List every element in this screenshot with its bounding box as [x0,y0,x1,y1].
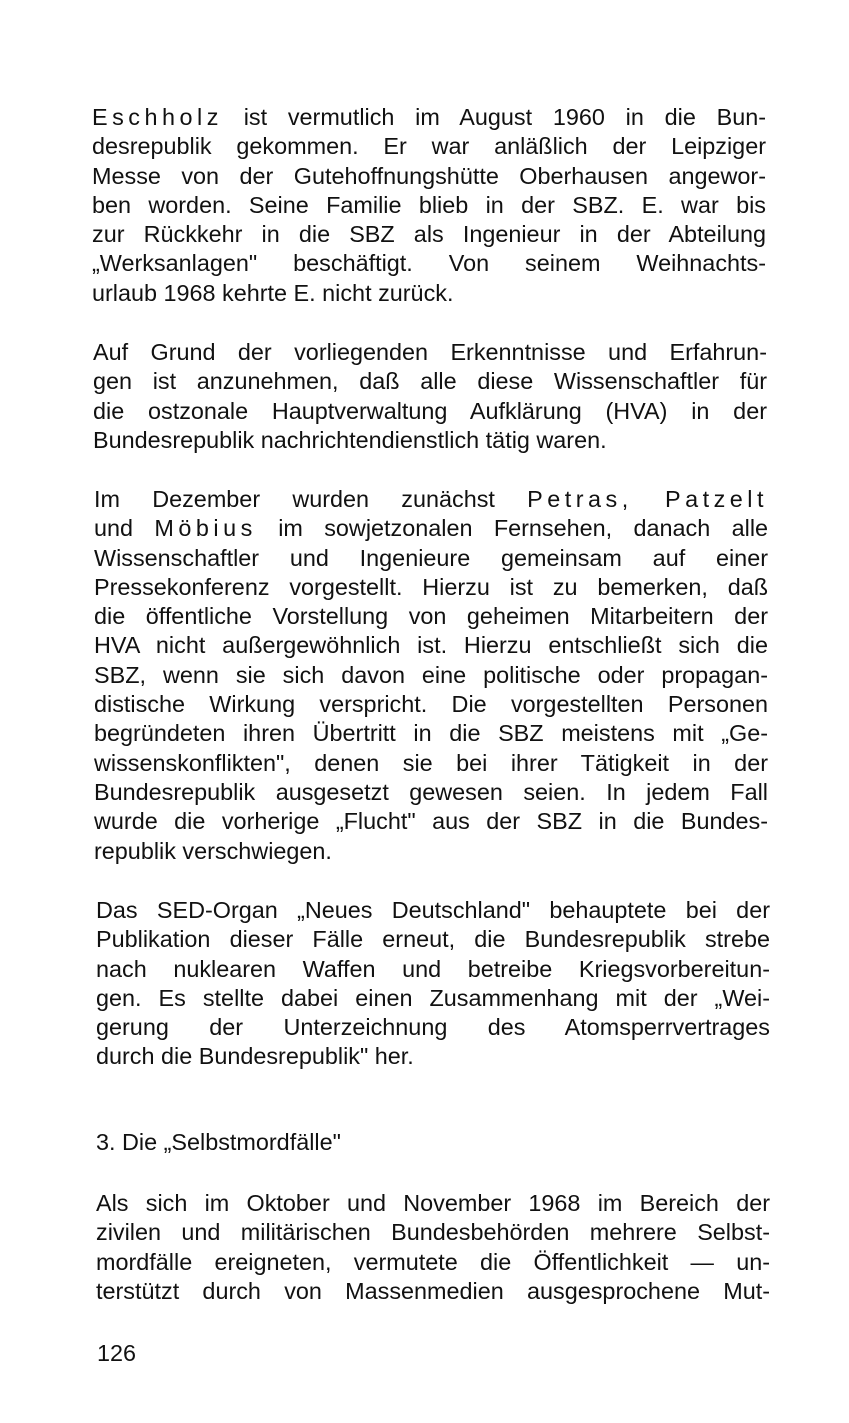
paragraph-selbstmordfaelle [96,1189,770,1306]
text-line: HVA nicht außergewöhnlich ist. Hierzu entschließt sich die [94,632,768,659]
text-line: die ostzonale Hauptverwaltung Aufklärung (HVA) in der [93,397,767,424]
text-line: Publikation dieser Fälle erneut, die Bundesrepublik strebe [96,926,770,953]
text-line: Bundesrepublik nachrichtendienstlich tätig waren. [93,426,607,453]
text-line: terstützt durch von Massenmedien ausgesprochene Mut- [96,1277,770,1304]
paragraph-neues-deutschland [96,896,770,1072]
text-line: Im Dezember wurden zunächst Petras, Patzelt [94,486,768,512]
text-line: gen ist anzunehmen, daß alle diese Wissenschaftler für [93,368,767,395]
text-line: gerung der Unterzeichnung des Atomsperrvertrages [96,1014,770,1041]
text-line: Eschholz ist vermutlich im August 1960 in die Bun- [92,104,767,130]
text-line: und Möbius im sowjetzonalen Fernsehen, danach alle [94,515,769,542]
text-line: ben worden. Seine Familie blieb in der SBZ. E. war bis [92,191,766,218]
text-line: wissenskonflikten", denen sie bei ihrer Tätigkeit in der [94,749,768,776]
text-line: zur Rückkehr in die SBZ als Ingenieur in der Abteilung [92,221,766,248]
text-line: Als sich im Oktober und November 1968 im Bereich der [96,1190,770,1216]
text-line: Pressekonferenz vorgestellt. Hierzu ist zu bemerken, daß [94,573,768,600]
text-line: nach nuklearen Waffen und betreibe Kriegsvorbereitun- [96,955,770,982]
spaced-name: Patzelt [664,486,768,512]
section-heading: 3. Die „Selbstmordfälle" [96,1129,341,1155]
spaced-name: Eschholz [92,104,223,130]
text-line: Wissenschaftler und Ingenieure gemeinsam auf einer [94,544,768,571]
text-line: distische Wirkung verspricht. Die vorgestellten Personen [94,691,768,718]
paragraph-hva [93,338,767,455]
text-line: Das SED-Organ „Neues Deutschland" behauptete bei der [96,897,770,923]
text-line: Bundesrepublik ausgesetzt gewesen seien. In jedem Fall [94,778,768,805]
text-line: mordfälle ereigneten, vermutete die Öffentlichkeit — un- [96,1248,770,1275]
text-line: durch die Bundesrepublik" her. [96,1043,414,1070]
paragraph-eschholz [92,103,766,308]
spaced-name: Möbius [154,515,257,542]
text-line: die öffentliche Vorstellung von geheimen Mitarbeitern der [94,603,768,630]
page-number: 126 [97,1340,137,1366]
text-line: gen. Es stellte dabei einen Zusammenhang mit der „Wei- [96,984,770,1011]
text-line: republik verschwiegen. [94,837,332,864]
text-line: „Werksanlagen" beschäftigt. Von seinem Weihnachts- [92,250,766,277]
text-line: begründeten ihren Übertritt in die SBZ meistens mit „Ge- [94,720,768,747]
text-line: desrepublik gekommen. Er war anläßlich der Leipziger [92,133,766,160]
text-line: zivilen und militärischen Bundesbehörden mehrere Selbst- [96,1219,770,1246]
spaced-name: Petras, [527,486,633,512]
text-line: SBZ, wenn sie sich davon eine politische oder propagan- [94,661,768,688]
text-line: Messe von der Gutehoffnungshütte Oberhausen angewor- [92,162,766,189]
text-line: wurde die vorherige „Flucht" aus der SBZ in die Bundes- [94,808,768,835]
text-line: Auf Grund der vorliegenden Erkenntnisse und Erfahrun- [93,339,767,365]
text-line: urlaub 1968 kehrte E. nicht zurück. [92,279,454,306]
paragraph-pressekonferenz [94,485,768,866]
